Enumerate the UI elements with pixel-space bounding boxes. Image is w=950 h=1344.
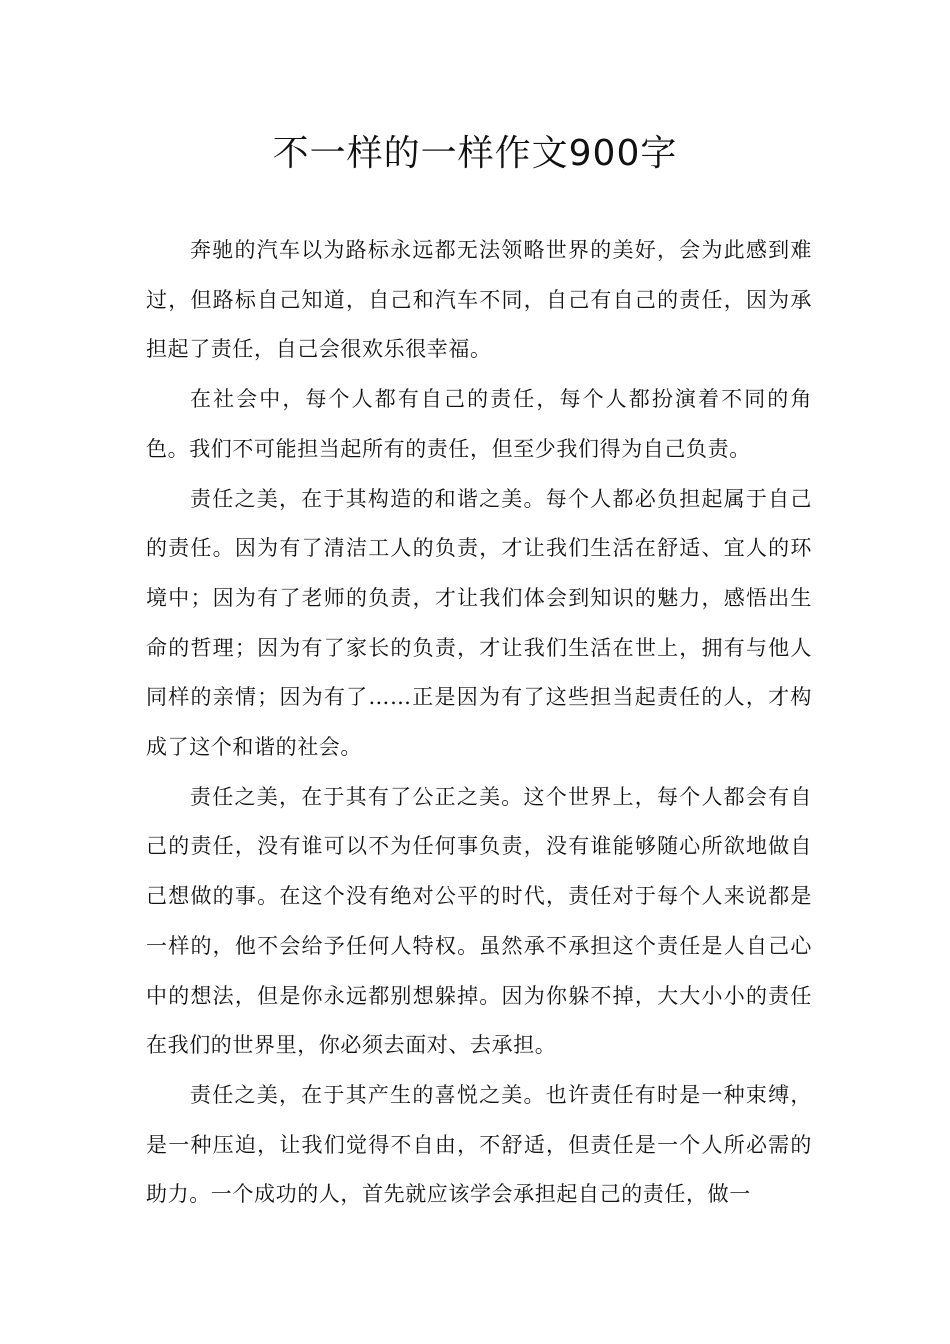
paragraph: 责任之美，在于其产生的喜悦之美。也许责任有时是一种束缚，是一种压迫，让我们觉得不自由，不舒适，但责任是一个人所必需的助力。一个成功的人，首先就应该学会承担起自己的责任，做一 <box>146 1082 812 1207</box>
paragraph: 在社会中，每个人都有自己的责任，每个人都扮演着不同的角色。我们不可能担当起所有的责任，但至少我们得为自己负责。 <box>146 387 812 461</box>
document-title: 不一样的一样作文900字 <box>272 133 678 174</box>
document-body <box>146 226 812 1220</box>
paragraph: 奔驰的汽车以为路标永远都无法领略世界的美好，会为此感到难过，但路标自己知道，自己和汽车不同，自己有自己的责任，因为承担起了责任，自己会很欢乐很幸福。 <box>146 238 812 362</box>
paragraph: 责任之美，在于其构造的和谐之美。每个人都必负担起属于自己的责任。因为有了清洁工人的负责，才让我们生活在舒适、宜人的环境中；因为有了老师的负责，才让我们体会到知识的魅力，感悟出生命的哲理；因为有了家长的负责，才让我们生活在世上，拥有与他人同样的亲情；因为有了……正是因为有了这些担当起责任的人，才构成了这个和谐的社会。 <box>146 486 812 760</box>
paragraph: 责任之美，在于其有了公正之美。这个世界上，每个人都会有自己的责任，没有谁可以不为任何事负责，没有谁能够随心所欲地做自己想做的事。在这个没有绝对公平的时代，责任对于每个人来说都是一样的，他不会给予任何人特权。虽然承不承担这个责任是人自己心中的想法，但是你永远都别想躲掉。因为你躲不掉，大大小小的责任在我们的世界里，你必须去面对、去承担。 <box>146 784 812 1058</box>
